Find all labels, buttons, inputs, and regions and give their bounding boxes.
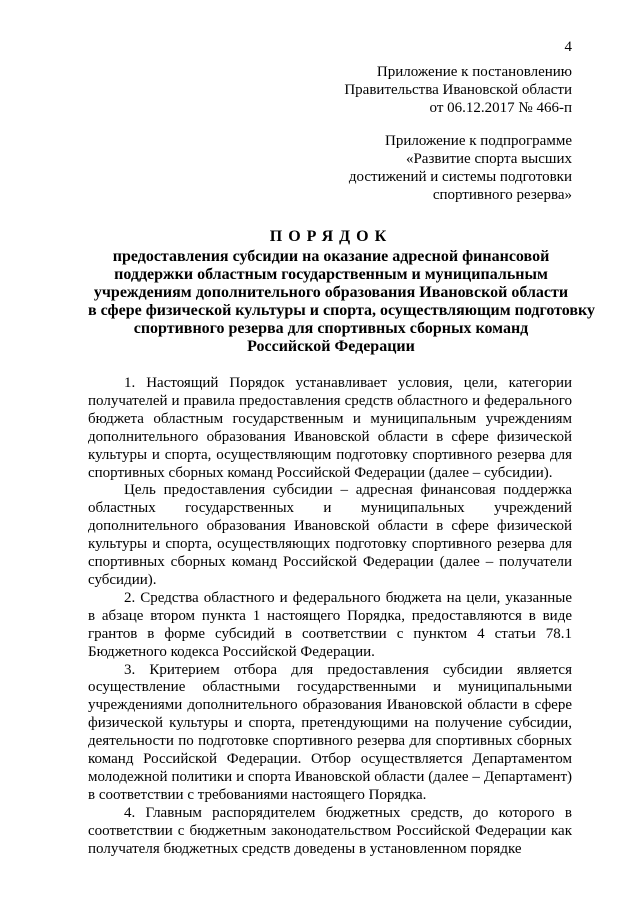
document-body (88, 375, 572, 858)
appendix-line: «Развитие спорта высших (405, 151, 572, 167)
appendix-subprogram-note (0, 132, 572, 204)
title-line: предоставления субсидии на оказание адресной финансовой (112, 248, 550, 265)
title-line: в сфере физической культуры и спорта, осуществляющим подготовку (88, 302, 595, 319)
paragraph-purpose: Цель предоставления субсидии – адресная финансовая поддержка областных государственных и муниципальных учреждений дополнительного образования Ивановской области в сфере физической культуры и спорта, осуществляющих подготовку спортивного резерва для спортивных сборных команд Российской Федерации (далее – получатели субсидии). (88, 482, 572, 588)
appendix-resolution-note (0, 63, 572, 117)
title-subtitle (88, 248, 595, 356)
appendix-line: от 06.12.2017 № 466-п (429, 100, 572, 116)
document-title (88, 228, 595, 356)
appendix-line: Приложение к подпрограмме (384, 133, 572, 149)
title-line: поддержки областным государственным и муниципальным (114, 266, 548, 283)
paragraph-3: 3. Критерием отбора для предоставления субсидии является осуществление областными государственными и муниципальными учреждениями дополнительного образования Ивановской области в сфере физической культуры и спорта, претендующими на получение субсидии, деятельности по подготовке спортивного резерва для спортивных сборных команд Российской Федерации. Отбор осуществляется Департаментом молодежной политики и спорта Ивановской области (далее – Департамент) в соответствии с требованиями настоящего Порядка. (88, 661, 572, 803)
appendix-line: Правительства Ивановской области (344, 82, 572, 98)
title-line: учреждениям дополнительного образования Ивановской области (93, 284, 569, 301)
title-line: Российской Федерации (247, 338, 415, 355)
appendix-line: спортивного резерва» (432, 187, 572, 203)
paragraph-1: 1. Настоящий Порядок устанавливает условия, цели, категории получателей и правила предоставления средств областного и федерального бюджета областным государственным и муниципальным учреждениям дополнительного образования Ивановской области в сфере физической культуры и спорта, осуществляющим подготовку спортивного резерва для спортивных сборных команд Российской Федерации (далее – субсидии). (88, 375, 572, 481)
title-line: спортивного резерва для спортивных сборных команд (133, 320, 529, 337)
paragraph-2: 2. Средства областного и федерального бюджета на цели, указанные в абзаце втором пункта 1 настоящего Порядка, предоставляются в виде грантов в форме субсидий в соответствии с пунктом 4 статьи 78.1 Бюджетного кодекса Российской Федерации. (88, 589, 572, 660)
title-main: ПОРЯДОК (269, 228, 393, 245)
appendix-line: достижений и системы подготовки (348, 169, 572, 185)
appendix-line: Приложение к постановлению (376, 64, 572, 80)
page-number: 4 (564, 39, 572, 55)
paragraph-4: 4. Главным распорядителем бюджетных средств, до которого в соответствии с бюджетным законодательством Российской Федерации как получателя бюджетных средств доведены в установленном порядке (88, 804, 572, 857)
